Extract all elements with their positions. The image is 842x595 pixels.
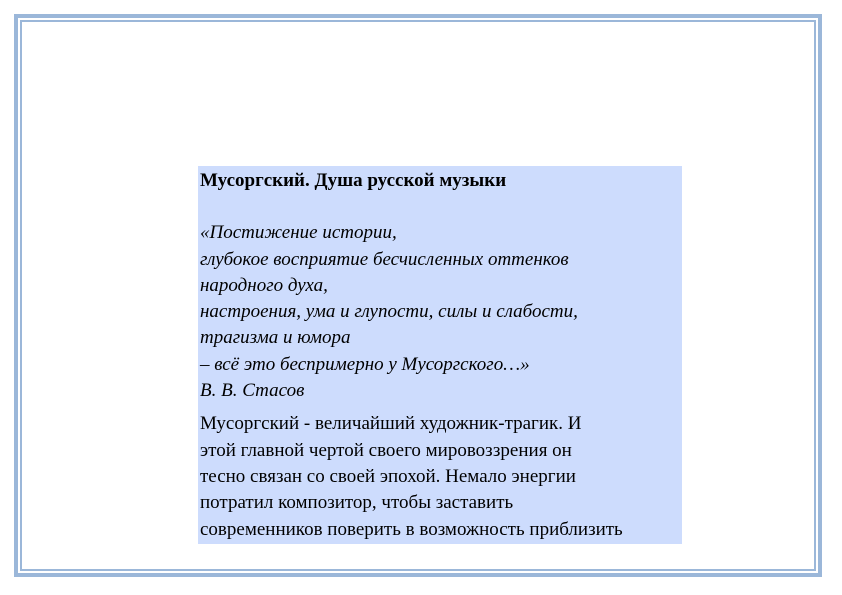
text-box[interactable]: [198, 166, 682, 544]
quote-line: – всё это беспримерно у Мусоргского…»: [200, 353, 530, 375]
body-line: Мусоргский - величайший художник-трагик. И: [200, 413, 582, 435]
quote-line: трагизма и юмора: [200, 327, 351, 349]
body-line: потратил композитор, чтобы заставить: [200, 492, 514, 514]
quote-line: настроения, ума и глупости, силы и слабости,: [200, 301, 578, 323]
quote-author: В. В. Стасов: [200, 380, 305, 402]
spacer: [200, 194, 682, 220]
quote-line: «Постижение истории,: [200, 222, 397, 244]
epigraph-quote: [200, 220, 682, 404]
body-line: тесно связан со своей эпохой. Немало энергии: [200, 465, 576, 487]
body-line: этой главной чертой своего мировоззрения он: [200, 439, 572, 461]
quote-line: народного духа,: [200, 274, 328, 296]
quote-line: глубокое восприятие бесчисленных оттенков: [200, 248, 569, 270]
body-paragraph: [200, 411, 682, 542]
body-line: современников поверить в возможность приблизить: [200, 518, 623, 540]
slide-title: Мусоргский. Душа русской музыки: [200, 170, 507, 191]
